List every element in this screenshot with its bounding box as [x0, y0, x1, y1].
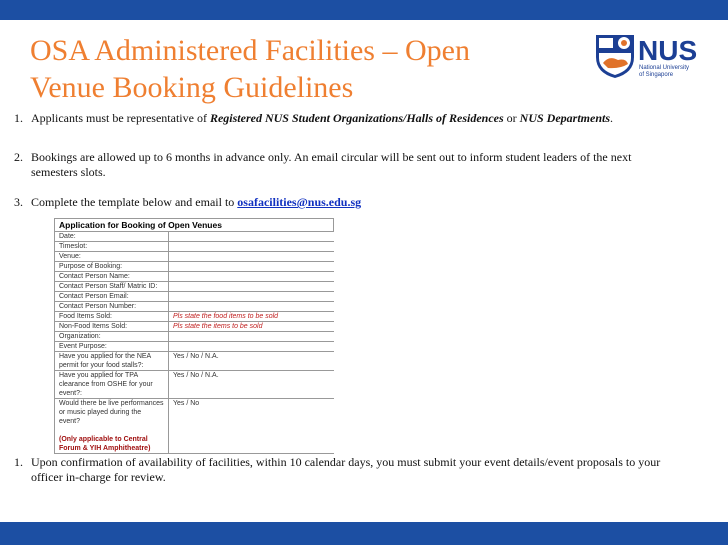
form-label — [55, 399, 169, 454]
form-value[interactable] — [169, 242, 334, 252]
form-label — [55, 252, 169, 262]
label-text: Would there be live performances or music played during the event? — [59, 400, 164, 425]
item-number: 3. — [14, 195, 23, 209]
svg-text:National University: National University — [639, 65, 690, 71]
form-label — [55, 242, 169, 252]
item-text: Complete the template below and email to — [31, 195, 238, 209]
label-text: Non-Food Items Sold: — [59, 323, 128, 330]
item-emphasis: Registered NUS Student Organizations/Halls of Residences — [209, 111, 504, 125]
label-text: Event Purpose: — [59, 343, 107, 350]
item-number: 1. — [14, 455, 23, 469]
form-label — [55, 272, 169, 282]
form-value[interactable] — [169, 332, 334, 342]
bottom-bar — [0, 522, 728, 545]
form-row — [55, 332, 334, 342]
label-text: Have you applied for the NEA permit for your food stalls?: — [59, 353, 151, 369]
form-row — [55, 342, 334, 352]
item-text: semesters slots. — [31, 165, 106, 179]
label-text: Contact Person Staff/ Matric ID: — [59, 283, 158, 290]
form-row — [55, 262, 334, 272]
form-value[interactable]: Pls state the food items to be sold — [169, 312, 334, 322]
email-link[interactable]: osafacilities@nus.edu.sg — [237, 195, 362, 209]
item-number: 1. — [14, 111, 23, 125]
form-label — [55, 312, 169, 322]
form-row — [55, 292, 334, 302]
form-label — [55, 232, 169, 242]
form-label — [55, 292, 169, 302]
item-emphasis: NUS Departments — [519, 111, 610, 125]
item-text: . — [610, 111, 613, 125]
form-row — [55, 272, 334, 282]
item-text: officer in-charge for review. — [31, 470, 166, 484]
form-row — [55, 242, 334, 252]
form-value[interactable] — [169, 252, 334, 262]
label-text: Timeslot: — [59, 243, 88, 250]
form-row — [55, 252, 334, 262]
form-value[interactable] — [169, 262, 334, 272]
form-header: Application for Booking of Open Venues — [55, 219, 334, 232]
form-value[interactable] — [169, 282, 334, 292]
form-label — [55, 352, 169, 371]
nus-crest-icon — [594, 33, 719, 79]
item-text: Applicants must be representative of — [31, 111, 210, 125]
label-text: Purpose of Booking: — [59, 263, 123, 270]
form-value[interactable]: Pls state the items to be sold — [169, 322, 334, 332]
item-number: 2. — [14, 150, 23, 164]
form-row — [55, 312, 334, 322]
form-row — [55, 322, 334, 332]
guideline-2 — [14, 150, 714, 180]
guideline-1 — [14, 111, 714, 126]
form-value[interactable] — [169, 272, 334, 282]
item-text: or — [503, 111, 520, 125]
form-label — [55, 332, 169, 342]
label-text: Food Items Sold: — [59, 313, 112, 320]
label-text: Date: — [59, 233, 76, 240]
form-value[interactable] — [169, 232, 334, 242]
form-label — [55, 262, 169, 272]
form-note: (Only applicable to Central Forum & YIH Amphitheatre) — [59, 436, 151, 452]
svg-text:of Singapore: of Singapore — [639, 72, 674, 78]
page-title — [30, 32, 470, 106]
label-text: Contact Person Number: — [59, 303, 137, 310]
form-row — [55, 232, 334, 242]
form-row — [55, 371, 334, 399]
label-text: Organization: — [59, 333, 101, 340]
label-text: Venue: — [59, 253, 81, 260]
title-line-1: OSA Administered Facilities – Open — [30, 34, 470, 67]
item-text: Upon confirmation of availability of facilities, within 10 calendar days, you must submit your event details/event proposals to your — [31, 455, 661, 469]
label-text: Contact Person Email: — [59, 293, 129, 300]
form-row — [55, 302, 334, 312]
form-row — [55, 282, 334, 292]
label-text: Have you applied for TPA clearance from OSHE for your event?: — [59, 372, 153, 397]
title-line-2: Venue Booking Guidelines — [30, 71, 354, 104]
booking-form-table — [54, 218, 334, 454]
svg-text:NUS: NUS — [638, 35, 698, 66]
form-label — [55, 302, 169, 312]
item-text: Bookings are allowed up to 6 months in advance only. An email circular will be sent out to inform student leaders of the next — [31, 150, 632, 164]
form-label — [55, 282, 169, 292]
top-bar — [0, 0, 728, 20]
form-value[interactable]: Yes / No — [169, 399, 334, 454]
form-value[interactable] — [169, 292, 334, 302]
guideline-4 — [14, 455, 714, 485]
nus-logo — [594, 33, 719, 79]
form-row — [55, 352, 334, 371]
guideline-3 — [14, 195, 714, 210]
form-label — [55, 322, 169, 332]
form-value[interactable]: Yes / No / N.A. — [169, 352, 334, 371]
form-value[interactable] — [169, 342, 334, 352]
form-label — [55, 342, 169, 352]
form-value[interactable]: Yes / No / N.A. — [169, 371, 334, 399]
form-label — [55, 371, 169, 399]
form-value[interactable] — [169, 302, 334, 312]
form-row — [55, 399, 334, 454]
label-text: Contact Person Name: — [59, 273, 130, 280]
